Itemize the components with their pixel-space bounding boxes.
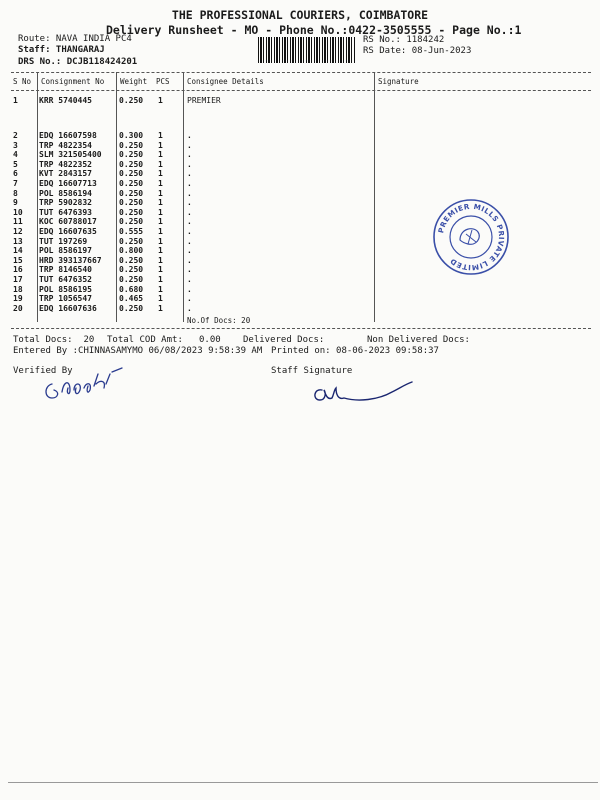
barcode [258, 37, 356, 63]
row-pcs: 1 [158, 207, 163, 217]
row-weight: 0.800 [119, 246, 144, 256]
row-consignment: KRR 5740445 [39, 96, 92, 105]
document-title: Delivery Runsheet - MO - Phone No.:0422-3505555 - Page No.:1 [106, 23, 522, 37]
page-bottom-rule [8, 782, 598, 783]
row-consignment: POL 8586194 [39, 188, 92, 198]
rs-number: RS No.: 1184242 [363, 35, 445, 45]
row-weight: 0.250 [119, 188, 144, 198]
row-consignee: . [187, 275, 192, 284]
column-divider [183, 72, 184, 322]
row-sno: 20 [13, 303, 23, 313]
row-weight: 0.250 [119, 217, 144, 227]
row-consignee: . [187, 188, 192, 198]
row-consignment: TUT 6476352 [39, 275, 92, 284]
row-consignment: TRP 8146540 [39, 265, 92, 275]
row-sno: 8 [13, 188, 18, 198]
no-of-docs: No.Of Docs: 20 [187, 316, 251, 325]
table-top-rule [11, 72, 591, 73]
company-name: THE PROFESSIONAL COURIERS, COIMBATORE [171, 8, 429, 22]
column-divider [116, 72, 117, 322]
row-consignment: POL 8586197 [39, 246, 92, 256]
row-pcs: 1 [158, 275, 163, 284]
row-consignment: TRP 1056547 [39, 294, 92, 304]
row-sno: 4 [13, 150, 18, 160]
row-consignment: TUT 6476393 [39, 207, 92, 217]
row-sno: 13 [13, 236, 23, 246]
verified-by-label: Verified By [13, 366, 73, 376]
col-weight: Weight [120, 77, 148, 86]
row-sno: 17 [13, 275, 23, 284]
row-sno: 2 [13, 131, 18, 140]
column-divider [37, 72, 38, 322]
row-consignee: . [187, 131, 192, 140]
stamp-logo-icon [460, 229, 479, 245]
row-consignment: SLM 321505400 [39, 150, 102, 160]
row-pcs: 1 [158, 284, 163, 294]
row-consignee: . [187, 303, 192, 313]
row-weight: 0.250 [119, 159, 144, 169]
row-consignment: TUT 197269 [39, 236, 88, 246]
row-pcs: 1 [158, 188, 163, 198]
col-consignment: Consignment No [41, 77, 105, 86]
row-sno: 15 [13, 255, 23, 265]
row-sno: 19 [13, 294, 23, 304]
row-weight: 0.465 [119, 294, 144, 304]
row-consignment: KVT 2843157 [39, 169, 92, 179]
row-pcs: 1 [158, 198, 163, 208]
route: Route: NAVA INDIA PC4 [18, 34, 132, 44]
row-pcs: 1 [158, 255, 163, 265]
row-weight: 0.250 [119, 255, 144, 265]
staff-signature-label: Staff Signature [271, 366, 353, 376]
row-weight: 0.250 [119, 150, 144, 160]
row-consignee: . [187, 179, 192, 188]
row-weight: 0.250 [119, 198, 144, 208]
row-consignee: . [187, 294, 192, 304]
row-consignee: . [187, 255, 192, 265]
row-pcs: 1 [158, 294, 163, 304]
row-weight: 0.250 [119, 179, 144, 188]
row-weight: 0.680 [119, 284, 144, 294]
row-consignment: EDQ 16607598 [39, 131, 97, 140]
row-consignment: EDQ 16607636 [39, 303, 97, 313]
row-consignment: TRP 4822354 [39, 140, 92, 150]
row-consignee: . [187, 159, 192, 169]
row-consignment: TRP 4822352 [39, 159, 92, 169]
rs-date: RS Date: 08-Jun-2023 [363, 46, 472, 56]
row-sno: 12 [13, 227, 23, 236]
table-header-rule [11, 90, 591, 91]
row-weight: 0.250 [119, 303, 144, 313]
verifier-signature [40, 362, 135, 407]
row-weight: 0.250 [119, 236, 144, 246]
printed-on: Printed on: 08-06-2023 09:58:37 [271, 346, 439, 356]
row-pcs: 1 [158, 236, 163, 246]
staff: Staff: THANGARAJ [18, 45, 105, 55]
row-sno: 3 [13, 140, 18, 150]
table-bottom-rule [11, 328, 591, 329]
col-sno: S No [13, 77, 32, 86]
row-pcs: 1 [158, 140, 163, 150]
row-sno: 11 [13, 217, 23, 227]
row-consignee: . [187, 236, 192, 246]
stamp-text: PREMIER MILLS PRIVATE LIMITED [436, 201, 507, 273]
row-pcs: 1 [158, 159, 163, 169]
col-pcs: PCS [156, 77, 170, 86]
svg-text:PREMIER MILLS PRIVATE LIMITED [436, 202, 506, 272]
row-consignee: . [187, 284, 192, 294]
row-sno: 18 [13, 284, 23, 294]
total-docs: Total Docs: 20 [13, 335, 95, 345]
row-pcs: 1 [158, 227, 163, 236]
row-consignment: KOC 60788017 [39, 217, 97, 227]
row-consignee: . [187, 217, 192, 227]
row-pcs: 1 [158, 265, 163, 275]
row-pcs: 1 [158, 246, 163, 256]
row-weight: 0.555 [119, 227, 144, 236]
row-weight: 0.250 [119, 265, 144, 275]
row-consignee: PREMIER [187, 96, 221, 105]
row-sno: 9 [13, 198, 18, 208]
entered-by: Entered By :CHINNASAMYMO 06/08/2023 9:58:39 AM [13, 346, 263, 356]
row-sno: 14 [13, 246, 23, 256]
row-consignment: HRD 393137667 [39, 255, 102, 265]
row-consignee: . [187, 227, 192, 236]
row-consignee: . [187, 198, 192, 208]
non-delivered-docs: Non Delivered Docs: [367, 335, 470, 345]
row-consignment: EDQ 16607635 [39, 227, 97, 236]
row-pcs: 1 [158, 131, 163, 140]
row-consignee: . [187, 246, 192, 256]
row-consignee: . [187, 150, 192, 160]
row-weight: 0.300 [119, 131, 144, 140]
total-cod-value: 0.00 [199, 335, 221, 345]
row-consignment: POL 8586195 [39, 284, 92, 294]
row-pcs: 1 [158, 150, 163, 160]
staff-signature [308, 376, 418, 408]
col-signature: Signature [378, 77, 419, 86]
row-pcs: 1 [158, 217, 163, 227]
row-pcs: 1 [158, 303, 163, 313]
col-consignee: Consignee Details [187, 77, 264, 86]
row-sno: 5 [13, 159, 18, 169]
total-cod-label: Total COD Amt: [107, 335, 183, 345]
row-sno: 6 [13, 169, 18, 179]
row-weight: 0.250 [119, 169, 144, 179]
row-pcs: 1 [158, 96, 163, 105]
row-sno: 1 [13, 96, 18, 105]
row-consignment: TRP 5902832 [39, 198, 92, 208]
row-consignee: . [187, 207, 192, 217]
row-sno: 16 [13, 265, 23, 275]
row-sno: 10 [13, 207, 23, 217]
row-sno: 7 [13, 179, 18, 188]
row-pcs: 1 [158, 169, 163, 179]
row-weight: 0.250 [119, 96, 144, 105]
row-consignee: . [187, 169, 192, 179]
row-pcs: 1 [158, 179, 163, 188]
row-consignee: . [187, 265, 192, 275]
row-consignment: EDQ 16607713 [39, 179, 97, 188]
row-weight: 0.250 [119, 207, 144, 217]
column-divider [374, 72, 375, 322]
row-weight: 0.250 [119, 275, 144, 284]
row-weight: 0.250 [119, 140, 144, 150]
delivered-docs: Delivered Docs: [243, 335, 325, 345]
company-stamp [432, 198, 510, 276]
row-consignee: . [187, 140, 192, 150]
drs-number: DRS No.: DCJB118424201 [18, 57, 138, 67]
